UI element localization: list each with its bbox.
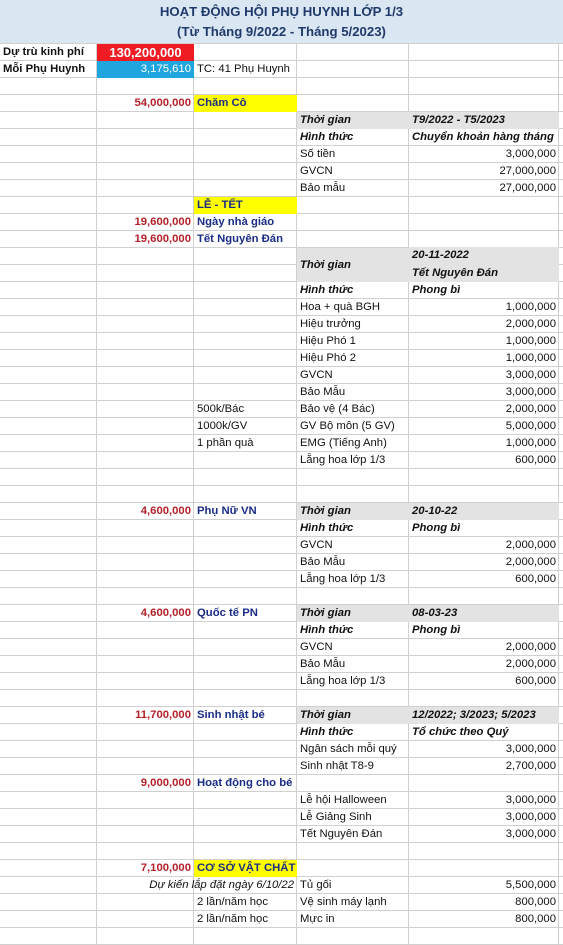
section-amount: 11,700,000 [135,709,191,721]
item-amount: 800,000 [515,913,556,925]
item-amount: 2,000,000 [505,556,556,568]
item-label: Hoa + quà BGH [300,301,381,313]
item-label: GVCN [300,369,333,381]
item-label: Vệ sinh máy lạnh [300,896,387,908]
item-amount: 2,000,000 [505,658,556,670]
item-label: GVCN [300,165,333,177]
time-label: Thời gian [297,605,409,622]
budget-label: Dự trù kinh phí [3,46,84,58]
item-amount: 2,000,000 [505,318,556,330]
note: Dự kiến lắp đặt ngày 6/10/22 [149,879,294,891]
section-name: Phụ Nữ VN [197,505,257,517]
method-label: Hình thức [300,522,354,534]
method-value: Phong bì [412,522,461,534]
item-label: Bảo mẫu [300,182,346,194]
item-label: Bảo vệ (4 Bác) [300,403,375,415]
section-name: CƠ SỞ VẬT CHẤT [194,860,297,877]
time-value: Tết Nguyên Đán [409,265,559,282]
item-amount: 2,000,000 [505,539,556,551]
section-name: Sinh nhật bé [197,709,265,721]
item-label: Số tiền [300,148,336,160]
time-value: 20-11-2022 [409,247,559,265]
item-label: Hiệu Phó 2 [300,352,356,364]
section-amount: 4,600,000 [140,607,191,619]
item-amount: 27,000,000 [499,182,556,194]
item-amount: 1,000,000 [505,352,556,364]
item-amount: 5,000,000 [505,420,556,432]
item-amount: 3,000,000 [505,811,556,823]
item-amount: 3,000,000 [505,743,556,755]
per-parent-note: TC: 41 Phụ Huynh [197,63,290,75]
time-value: T9/2022 - T5/2023 [409,112,559,129]
item-amount: 3,000,000 [505,828,556,840]
sheet-subtitle: (Từ Tháng 9/2022 - Tháng 5/2023) [0,22,563,43]
item-amount: 5,500,000 [505,879,556,891]
method-label: Hình thức [300,726,354,738]
item-label: Lẵng hoa lớp 1/3 [300,454,386,466]
item-label: Lẵng hoa lớp 1/3 [300,573,386,585]
item-amount: 3,000,000 [505,148,556,160]
item-label: Lễ hội Halloween [300,794,387,806]
method-value: Phong bì [412,624,461,636]
item-amount: 3,000,000 [505,386,556,398]
item-amount: 600,000 [515,675,556,687]
item-label: Tết Nguyên Đán [300,828,383,840]
item-label: Hiệu trưởng [300,318,361,330]
item-amount: 800,000 [515,896,556,908]
section-header: LỄ - TẾT [194,197,297,214]
section-name: Quốc tế PN [197,607,258,619]
time-value: 12/2022; 3/2023; 5/2023 [409,707,559,724]
item-amount: 3,000,000 [505,794,556,806]
note: 500k/Bác [197,403,245,415]
note: 1000k/GV [197,420,248,432]
budget-value: 130,200,000 [97,44,194,61]
item-label: Bảo Mẫu [300,556,346,568]
item-amount: 2,700,000 [505,760,556,772]
method-value: Tổ chức theo Quý [412,726,509,738]
item-amount: 2,000,000 [505,641,556,653]
item-amount: 1,000,000 [505,437,556,449]
item-amount: 600,000 [515,454,556,466]
item-label: GVCN [300,641,333,653]
section-amount: 19,600,000 [134,216,191,228]
item-label: Lễ Giảng Sinh [300,811,372,823]
note: 2 lần/năm học [197,913,268,925]
item-label: EMG (Tiếng Anh) [300,437,387,449]
note: 1 phần quà [197,437,254,449]
item-label: Ngân sách mỗi quý [300,743,397,755]
per-parent-label: Mỗi Phụ Huynh [3,63,86,75]
time-value: 20-10-22 [409,503,559,520]
section-amount: 54,000,000 [134,97,191,109]
item-label: Bảo Mẫu [300,386,346,398]
item-label: GVCN [300,539,333,551]
method-label: Hình thức [300,624,354,636]
item-amount: 27,000,000 [499,165,556,177]
section-name: Hoạt động cho bé [197,777,293,789]
time-value: 08-03-23 [409,605,559,622]
section-amount: 19,600,000 [134,233,191,245]
item-amount: 3,000,000 [505,369,556,381]
row-divider [0,485,563,486]
item-amount: 1,000,000 [505,335,556,347]
item-label: GV Bộ môn (5 GV) [300,420,395,432]
item-label: Tủ gối [300,879,332,891]
item-label: Lẵng hoa lớp 1/3 [300,675,386,687]
time-label: Thời gian [297,503,409,520]
section-name: Chăm Cô [194,95,297,112]
method-value: Chuyển khoản hàng tháng [412,131,554,143]
item-label: Sinh nhật T8-9 [300,760,374,772]
section-amount: 9,000,000 [140,777,191,789]
item-amount: 1,000,000 [505,301,556,313]
method-value: Phong bì [412,284,461,296]
item-label: Mực in [300,913,335,925]
section-amount: 7,100,000 [140,862,191,874]
item-label: Hiệu Phó 1 [300,335,356,347]
time-label: Thời gian [297,112,409,129]
time-label: Thời gian [297,707,409,724]
note: 2 lần/năm học [197,896,268,908]
sheet-title: HOẠT ĐỘNG HỘI PHỤ HUYNH LỚP 1/3 [0,0,563,22]
item-amount: 2,000,000 [505,403,556,415]
method-label: Hình thức [300,284,354,296]
method-label: Hình thức [300,131,354,143]
section-name: Ngày nhà giáo [197,216,275,228]
section-amount: 4,600,000 [140,505,191,517]
item-amount: 600,000 [515,573,556,585]
item-label: Bảo Mẫu [300,658,346,670]
section-name: Tết Nguyên Đán [197,233,283,245]
per-parent-value: 3,175,610 [97,61,194,78]
time-label: Thời gian [297,248,409,282]
